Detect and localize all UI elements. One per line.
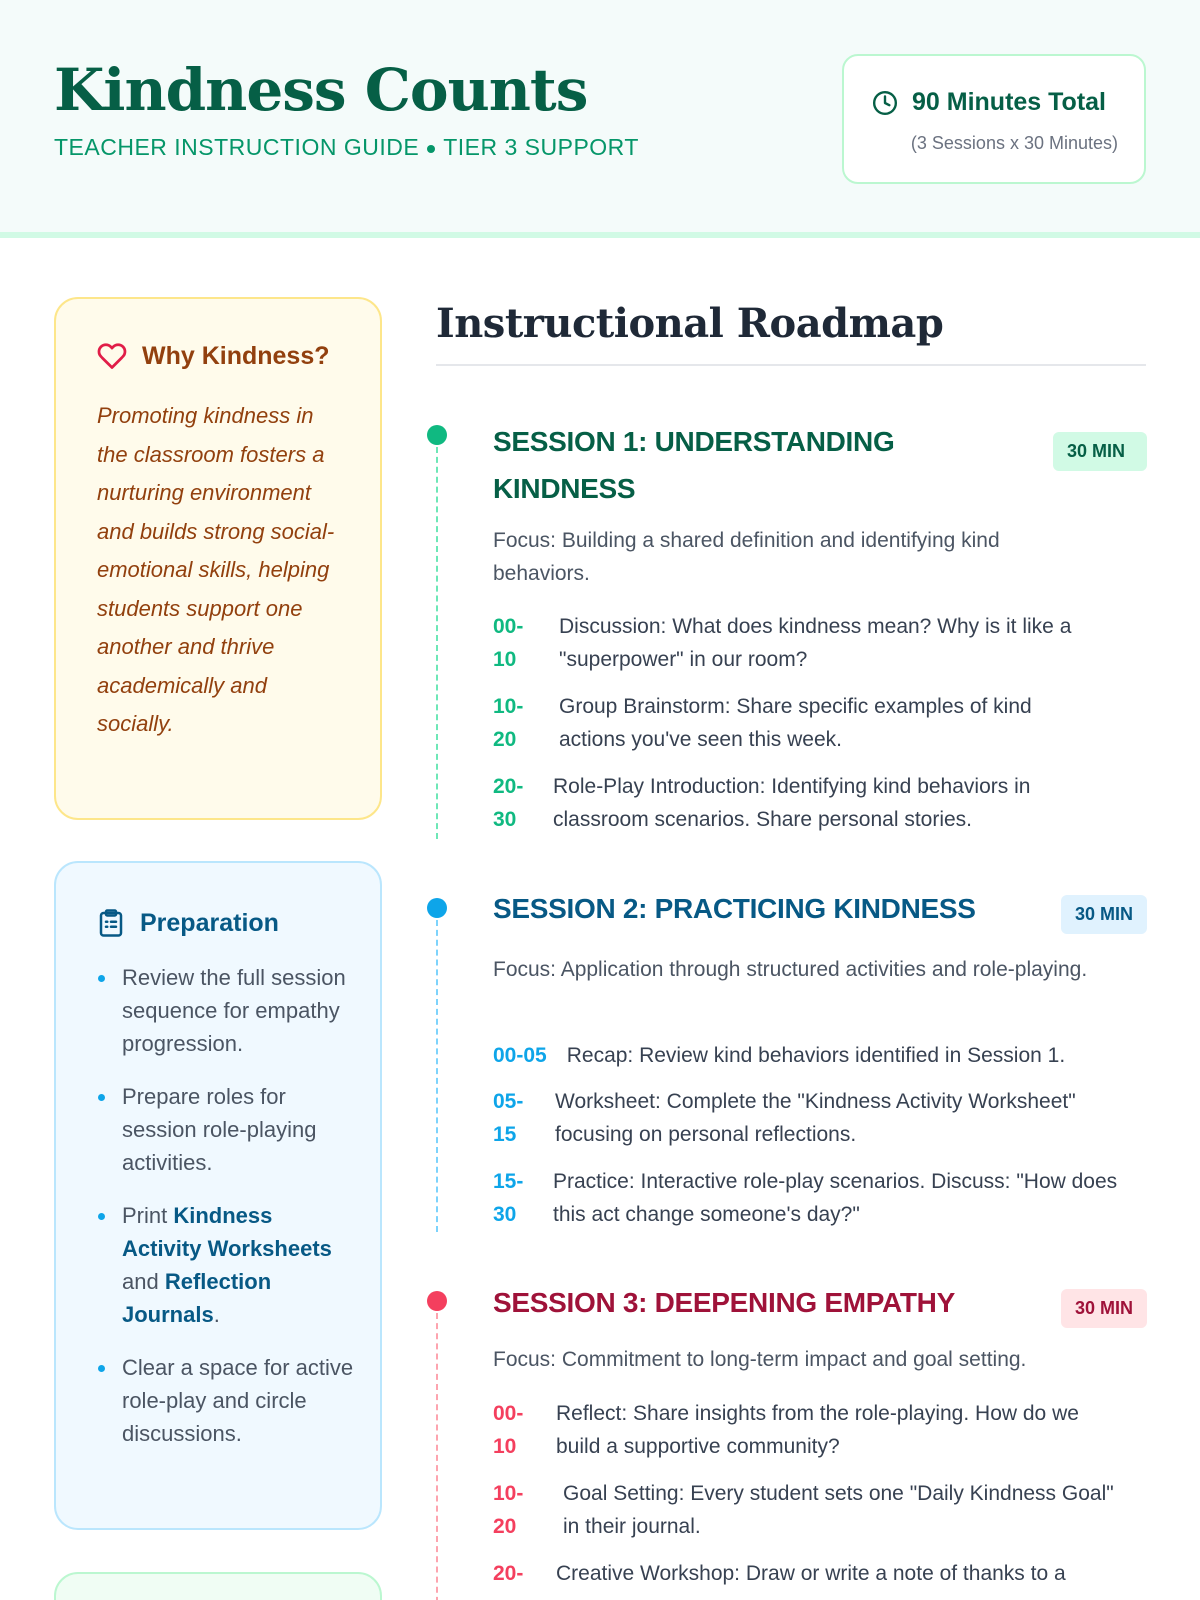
step-description: Goal Setting: Every student sets one "Daily Kindness Goal" in their journal. (563, 1482, 1114, 1538)
step-description: Group Brainstorm: Share specific examples of kind actions you've seen this week. (559, 695, 1032, 751)
list-item: Prepare roles for session role-playing activities. (96, 1080, 356, 1179)
heart-icon (96, 341, 128, 371)
session-step (493, 770, 1147, 836)
session-1 (493, 418, 1147, 838)
session-step (493, 690, 1147, 756)
step-description: Practice: Interactive role-play scenarios. Discuss: "How does this act change someone's day?" (553, 1170, 1118, 1226)
next-card (54, 1572, 382, 1600)
session-step (493, 1557, 1147, 1590)
duration-badge: 30 MIN (1061, 895, 1147, 934)
roadmap-divider (436, 364, 1146, 366)
roadmap-title: Instructional Roadmap (436, 300, 944, 347)
session-title: SESSION 1: UNDERSTANDING KINDNESS (493, 426, 895, 504)
step-description: Reflect: Share insights from the role-playing. How do we build a supportive community? (556, 1402, 1079, 1458)
session-3 (493, 1287, 1147, 1600)
session-step (493, 1477, 1147, 1543)
clipboard-icon (96, 907, 126, 939)
print-and: and (122, 1269, 165, 1294)
session-step (493, 1039, 1147, 1072)
journal-name: Reflection Journals (122, 1269, 272, 1327)
step-description: Creative Workshop: Draw or write a note of thanks to a (556, 1562, 1066, 1585)
step-description: Discussion: What does kindness mean? Why is it like a "superpower" in our room? (559, 615, 1072, 671)
preparation-list (96, 961, 356, 1470)
session-3-dot (427, 1291, 447, 1311)
session-1-line (436, 447, 438, 839)
step-description: Role-Play Introduction: Identifying kind behaviors in classroom scenarios. Share personal stories. (553, 775, 1031, 831)
why-kindness-text: Promoting kindness in the classroom fosters a nurturing environment and builds strong social-emotional skills, helping students support one another and thrive academically and socially. (97, 403, 335, 736)
subtitle-tier: TIER 3 SUPPORT (443, 134, 639, 160)
step-time: 10-20 (493, 695, 524, 751)
step-time: 00-05 (493, 1044, 547, 1067)
preparation-card (54, 861, 382, 1530)
list-item: Review the full session sequence for empathy progression. (96, 961, 356, 1060)
total-time-line (872, 88, 1106, 117)
step-time: 20- (493, 1562, 524, 1585)
worksheet-name: Kindness Activity Worksheets (122, 1203, 332, 1261)
clock-icon (872, 90, 898, 116)
duration-badge: 30 MIN (1061, 1289, 1147, 1328)
why-kindness-card (54, 297, 382, 820)
step-time: 00-10 (493, 615, 524, 671)
step-time: 20-30 (493, 775, 524, 831)
total-time-title: 90 Minutes Total (912, 88, 1107, 116)
step-description: Recap: Review kind behaviors identified in Session 1. (566, 1044, 1066, 1067)
total-time-subtitle: (3 Sessions x 30 Minutes) (910, 133, 1118, 153)
duration-badge: 30 MIN (1053, 432, 1147, 471)
session-step (493, 610, 1147, 676)
session-1-dot (427, 425, 447, 445)
step-description: Worksheet: Complete the "Kindness Activity Worksheet" focusing on personal reflections. (555, 1090, 1076, 1146)
session-step (493, 1165, 1147, 1231)
print-prefix: Print (122, 1203, 174, 1228)
session-2-dot (427, 898, 447, 918)
preparation-header (96, 907, 279, 939)
page-subtitle (54, 134, 639, 161)
session-2-line (436, 920, 438, 1232)
why-kindness-title: Why Kindness? (142, 341, 330, 370)
session-2 (493, 893, 1147, 1233)
preparation-title: Preparation (140, 908, 279, 937)
list-item: Clear a space for active role-play and circle discussions. (96, 1351, 356, 1450)
step-time: 05-15 (493, 1090, 524, 1146)
session-step (493, 1085, 1147, 1151)
page-title: Kindness Counts (54, 56, 588, 124)
session-focus: Focus: Commitment to long-term impact and goal setting. (493, 1348, 1027, 1371)
step-time: 10-20 (493, 1482, 524, 1538)
step-time: 15-30 (493, 1170, 524, 1226)
list-item (96, 1199, 356, 1331)
total-time-card (842, 54, 1146, 184)
session-focus: Focus: Application through structured activities and role-playing. (493, 958, 1088, 981)
why-kindness-header (96, 341, 330, 371)
step-time: 00-10 (493, 1402, 524, 1458)
session-3-line (436, 1313, 438, 1600)
bullet-dot-icon (427, 145, 435, 153)
session-title: SESSION 2: PRACTICING KINDNESS (493, 893, 976, 924)
session-title: SESSION 3: DEEPENING EMPATHY (493, 1287, 955, 1318)
header (0, 0, 1200, 238)
print-suffix: . (213, 1302, 220, 1327)
session-step (493, 1397, 1147, 1463)
session-focus: Focus: Building a shared definition and identifying kind behaviors. (493, 529, 1000, 585)
subtitle-guide: TEACHER INSTRUCTION GUIDE (54, 134, 420, 160)
